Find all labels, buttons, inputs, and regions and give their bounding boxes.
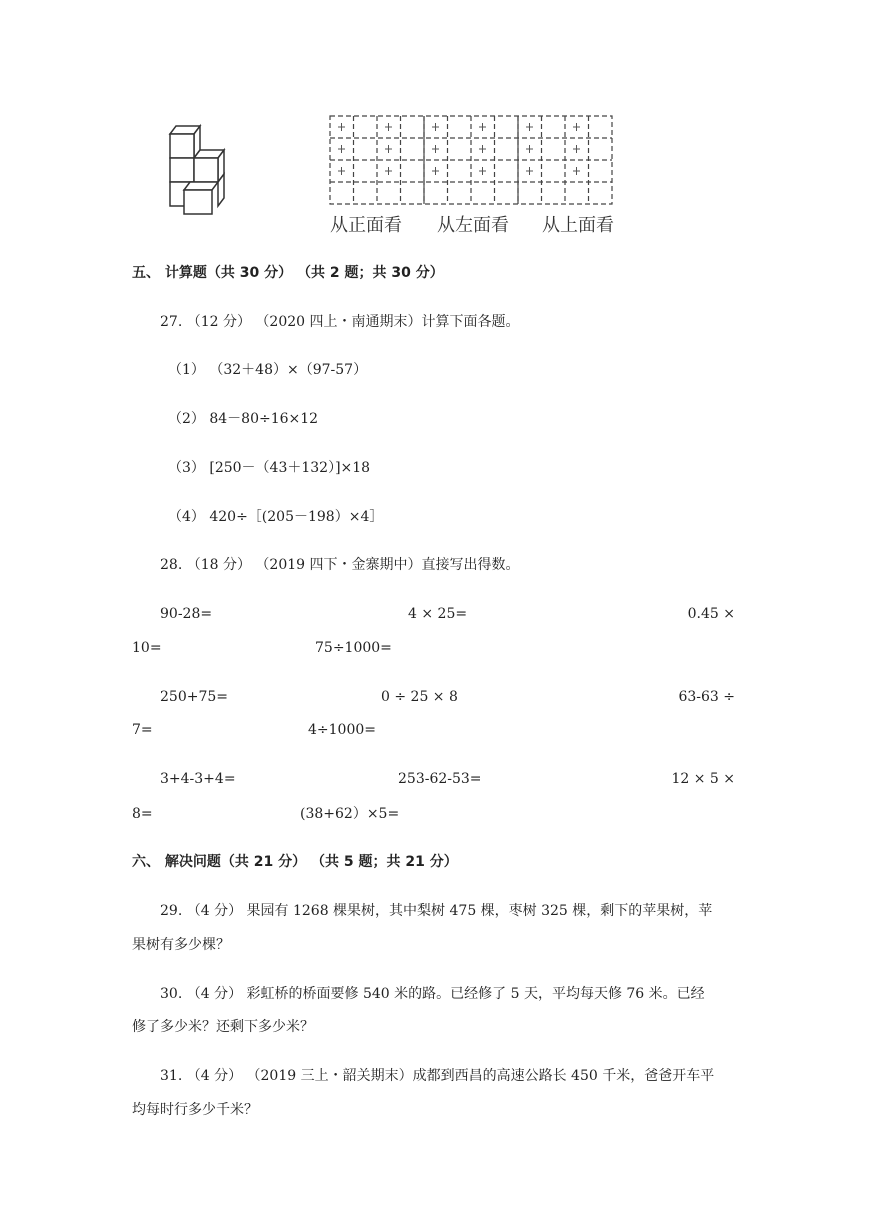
q28-row1-a: 90-28= [160, 606, 213, 622]
q27-item-4: （4） 420÷［(205－198）×4］ [168, 509, 384, 525]
q31-line2: 均每时行多少千米？ [132, 1102, 258, 1118]
q28-row1-e: 75÷1000= [315, 640, 392, 656]
q29-line1: 29. （4 分） 果园有 1268 棵果树，其中梨树 475 棵，枣树 325 棵，剩下的苹果树，苹 [160, 903, 713, 919]
q28-row2-a: 250+75= [160, 689, 228, 705]
q31-line1: 31. （4 分） （2019 三上・韶关期末）成都到西昌的高速公路长 450 千米，爸爸开车平 [160, 1068, 715, 1084]
q28-row3-c: 12 × 5 × [671, 771, 735, 787]
q27-item-2: （2） 84－80÷16×12 [168, 411, 319, 427]
cube-stack-figure [160, 118, 234, 216]
q28-row2-d: 7= [132, 722, 153, 738]
q27-item-3: （3） [250－（43＋132）]×18 [168, 460, 371, 476]
q27-stem: 27. （12 分） （2020 四上・南通期末）计算下面各题。 [160, 314, 520, 330]
view-label-front: 从正面看 [330, 215, 402, 236]
q28-stem: 28. （18 分） （2019 四下・金寨期中）直接写出得数。 [160, 557, 520, 573]
view-label-top: 从上面看 [542, 215, 614, 236]
view-label-left: 从左面看 [437, 215, 509, 236]
q28-row2-c: 63-63 ÷ [678, 689, 735, 705]
dashed-grid-figure [328, 114, 614, 206]
q30-line2: 修了多少米？还剩下多少米？ [132, 1019, 314, 1035]
section6-heading: 六、 解决问题（共 21 分） （共 5 题；共 21 分） [132, 854, 458, 870]
q27-item-1: （1） （32＋48）×（97-57） [168, 362, 368, 378]
q28-row3-d: 8= [132, 806, 153, 822]
q28-row3-b: 253-62-53= [398, 771, 482, 787]
section5-heading: 五、 计算题（共 30 分） （共 2 题；共 30 分） [132, 265, 444, 281]
q28-row1-d: 10= [132, 640, 162, 656]
q29-line2: 果树有多少棵？ [132, 937, 230, 953]
q30-line1: 30. （4 分） 彩虹桥的桥面要修 540 米的路。已经修了 5 天，平均每天修 76 米。已经 [160, 986, 705, 1002]
q28-row1-c: 0.45 × [687, 606, 735, 622]
q28-row3-e: (38+62）×5= [300, 806, 400, 822]
q28-row3-a: 3+4-3+4= [160, 771, 236, 787]
q28-row2-e: 4÷1000= [308, 722, 376, 738]
q28-row2-b: 0 ÷ 25 × 8 [381, 689, 458, 705]
q28-row1-b: 4 × 25= [408, 606, 468, 622]
